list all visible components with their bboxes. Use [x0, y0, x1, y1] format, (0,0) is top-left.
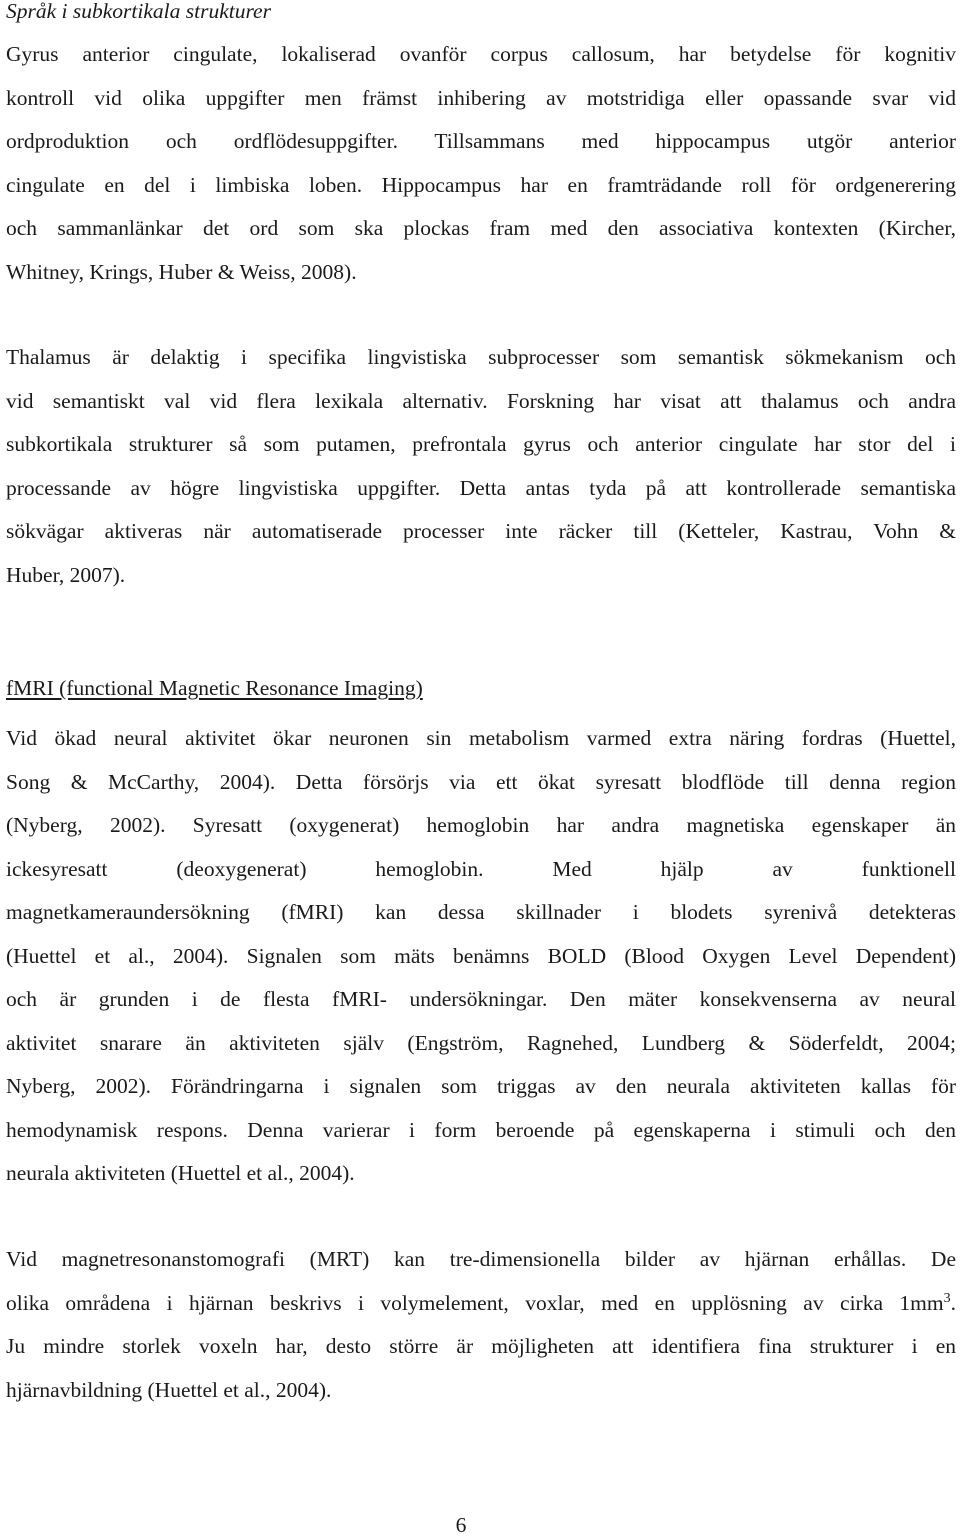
- page-number: 6: [455, 1513, 467, 1537]
- text-line: aktivitet snarare än aktiviteten själv (Engström, Ragnehed, Lundberg & Söderfeldt, 2004;: [6, 1030, 956, 1055]
- text-line: processande av högre lingvistiska uppgifter. Detta antas tyda på att kontrollerade semantiska: [6, 475, 956, 500]
- paragraph-mrt-voxels: [6, 1238, 956, 1412]
- section-heading-subcortical: Språk i subkortikala strukturer: [6, 0, 271, 23]
- paragraph-bold-signal: [6, 717, 956, 1196]
- text-line-with-superscript: [6, 1282, 956, 1326]
- text-line: (Huettel et al., 2004). Signalen som mäts benämns BOLD (Blood Oxygen Level Dependent): [6, 943, 956, 968]
- text-line: sökvägar aktiveras när automatiserade processer inte räcker till (Ketteler, Kastrau, Vohn &: [6, 519, 956, 543]
- text-segment: .: [950, 1290, 956, 1315]
- superscript: 3: [943, 1290, 951, 1306]
- text-line: Vid magnetresonanstomografi (MRT) kan tre-dimensionella bilder av hjärnan erhållas. De: [6, 1247, 956, 1271]
- text-line: och är grunden i de flesta fMRI- undersökningar. Den mäter konsekvenserna av neural: [6, 987, 956, 1011]
- text-line: vid semantiskt val vid flera lexikala alternativ. Forskning har visat att thalamus och andra: [6, 388, 956, 413]
- text-line: Ju mindre storlek voxeln har, desto större är möjligheten att identifiera fina strukturer i en: [6, 1334, 956, 1358]
- text-line: hjärnavbildning (Huettel et al., 2004).: [6, 1377, 332, 1402]
- paragraph-cingulate-hippocampus: [6, 33, 956, 294]
- text-line: magnetkameraundersökning (fMRI) kan dessa skillnader i blodets syrenivå detekteras: [6, 900, 956, 924]
- text-line: Whitney, Krings, Huber & Weiss, 2008).: [6, 259, 357, 284]
- text-line: Thalamus är delaktig i specifika lingvistiska subprocesser som semantisk sökmekanism och: [6, 345, 956, 369]
- text-line: subkortikala strukturer så som putamen, prefrontala gyrus och anterior cingulate har stor del i: [6, 432, 956, 456]
- text-line: hemodynamisk respons. Denna varierar i form beroende på egenskaperna i stimuli och den: [6, 1117, 956, 1142]
- text-line: Song & McCarthy, 2004). Detta försörjs via ett ökat syresatt blodflöde till denna region: [6, 769, 956, 794]
- text-line: ordproduktion och ordflödesuppgifter. Tillsammans med hippocampus utgör anterior: [6, 129, 956, 153]
- text-line: Gyrus anterior cingulate, lokaliserad ovanför corpus callosum, har betydelse för kognitiv: [6, 42, 956, 66]
- text-line: Vid ökad neural aktivitet ökar neuronen sin metabolism varmed extra näring fordras (Huettel,: [6, 726, 956, 750]
- text-segment: olika områdena i hjärnan beskrivs i volymelement, voxlar, med en upplösning av cirka 1mm: [6, 1290, 944, 1315]
- text-line: Huber, 2007).: [6, 562, 126, 587]
- paragraph-thalamus: [6, 336, 956, 597]
- section-heading-fmri: fMRI (functional Magnetic Resonance Imaging): [6, 676, 423, 700]
- text-line: kontroll vid olika uppgifter men främst inhibering av motstridiga eller opassande svar vid: [6, 85, 956, 110]
- text-line: ickesyresatt (deoxygenerat) hemoglobin. Med hjälp av funktionell: [6, 856, 956, 881]
- text-line: neurala aktiviteten (Huettel et al., 2004).: [6, 1161, 355, 1185]
- text-line: (Nyberg, 2002). Syresatt (oxygenerat) hemoglobin har andra magnetiska egenskaper än: [6, 813, 956, 837]
- text-line: cingulate en del i limbiska loben. Hippocampus har en framträdande roll för ordgenerering: [6, 172, 956, 197]
- text-line: och sammanlänkar det ord som ska plockas fram med den associativa kontexten (Kircher,: [6, 216, 956, 240]
- text-line: Nyberg, 2002). Förändringarna i signalen som triggas av den neurala aktiviteten kallas för: [6, 1074, 956, 1098]
